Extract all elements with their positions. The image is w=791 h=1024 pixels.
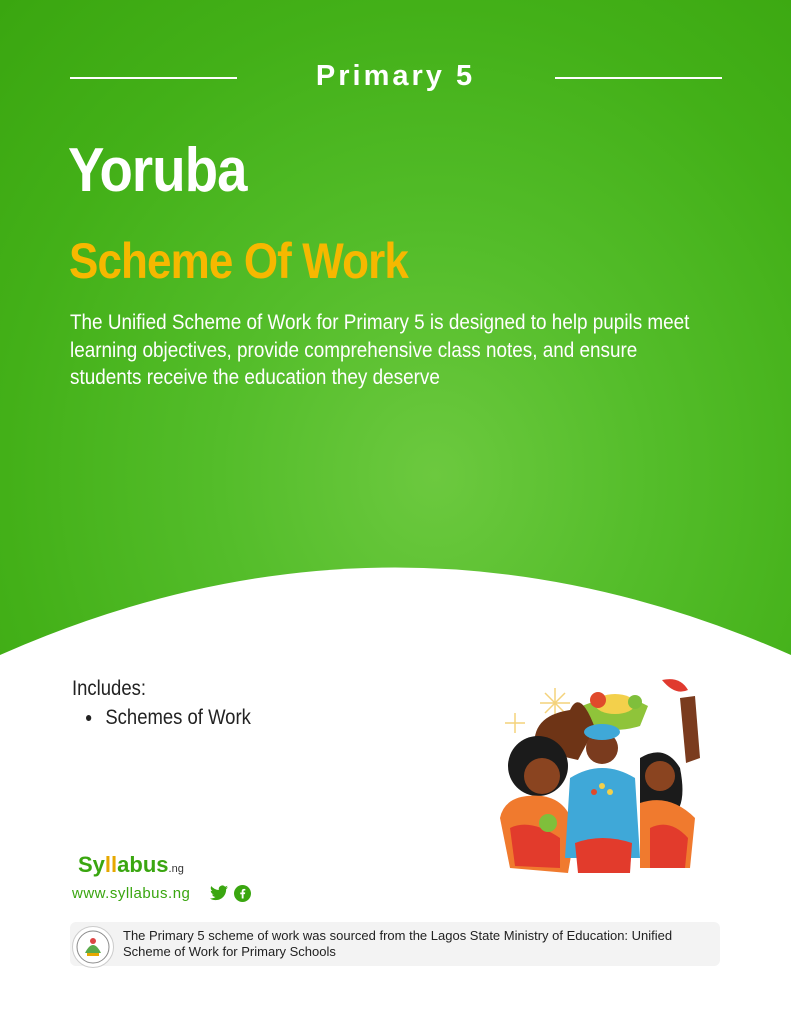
social-links <box>210 885 251 902</box>
source-note: The Primary 5 scheme of work was sourced from the Lagos State Ministry of Education: Unified Scheme of Work for Primary Schools <box>123 928 673 959</box>
description: The Unified Scheme of Work for Primary 5 is designed to help pupils meet learning objectives, provide comprehensive class notes, and ensure students receive the education they deserve <box>70 311 690 389</box>
subject-title: Yoruba <box>68 136 247 205</box>
includes-label: Includes: <box>72 677 146 700</box>
twitter-icon[interactable] <box>210 885 228 901</box>
syllabus-logo: Syllabus.ng <box>78 852 184 877</box>
class-level: Primary 5 <box>315 60 476 92</box>
includes-list <box>86 705 251 731</box>
website-link[interactable]: www.syllabus.ng <box>72 885 191 902</box>
bullet-icon <box>86 715 91 721</box>
women-carrying-fruit-illustration <box>490 668 710 883</box>
facebook-icon[interactable] <box>234 885 251 902</box>
lagos-state-seal <box>72 926 114 968</box>
list-item: Schemes of Work <box>86 705 251 731</box>
document-title: Scheme Of Work <box>69 233 408 289</box>
